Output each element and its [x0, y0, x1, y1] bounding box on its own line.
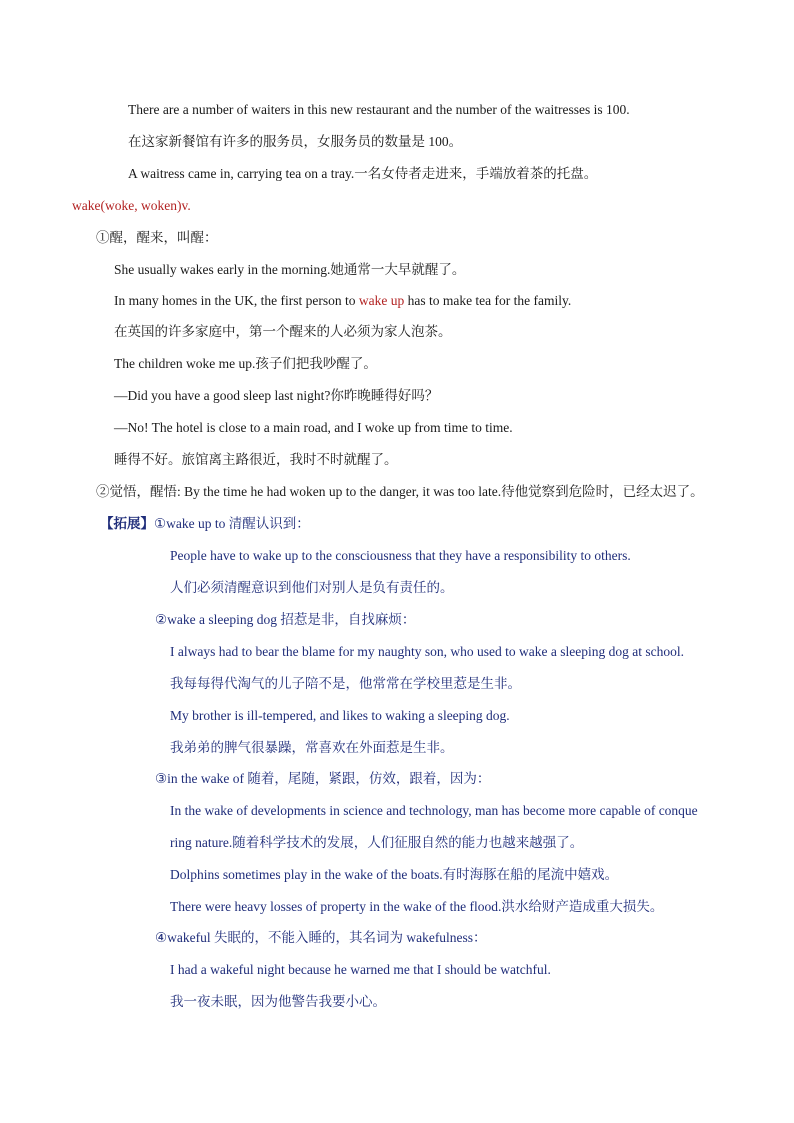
example-sentence: Dolphins sometimes play in the wake of the boats.有时海豚在船的尾流中嬉戏。: [170, 867, 619, 882]
example-sentence: The children woke me up.孩子们把我吵醒了。: [114, 356, 377, 371]
highlight-phrase: wake up: [358, 293, 405, 308]
example-sentence: I always had to bear the blame for my naughty son, who used to wake a sleeping dog at school.: [170, 644, 684, 659]
extension-item: ②wake a sleeping dog 招惹是非，自找麻烦：: [155, 612, 416, 627]
example-sentence: People have to wake up to the consciousness that they have a responsibility to others.: [170, 548, 631, 563]
example-translation: 在英国的许多家庭中，第一个醒来的人必须为家人泡茶。: [114, 324, 452, 339]
extension-bracket: 【拓展】: [100, 516, 154, 531]
example-sentence: My brother is ill-tempered, and likes to waking a sleeping dog.: [170, 708, 510, 723]
dialog-line: —No! The hotel is close to a main road, and I woke up from time to time.: [114, 420, 513, 435]
extension-item: ③in the wake of 随着，尾随，紧跟，仿效，跟着，因为：: [155, 771, 491, 786]
example-sentence: In the wake of developments in science and technology, man has become more capable of conque: [170, 803, 698, 818]
example-sentence: [114, 292, 571, 310]
example-translation: 我弟弟的脾气很暴躁，常喜欢在外面惹是生非。: [170, 740, 454, 755]
example-text: has to make tea for the family.: [404, 293, 572, 308]
sense-label: ②觉悟，醒悟: By the time he had woken up to the danger, it was too late.待他觉察到危险时，已经太迟了。: [96, 484, 704, 499]
extension-item: ①wake up to 清醒认识到：: [154, 516, 310, 531]
example-translation: 我一夜未眠，因为他警告我要小心。: [170, 994, 386, 1009]
example-sentence: There were heavy losses of property in the wake of the flood.洪水给财产造成重大损失。: [170, 899, 664, 914]
example-sentence: She usually wakes early in the morning.她通常一大早就醒了。: [114, 262, 466, 277]
sense-label: ①醒，醒来，叫醒：: [96, 230, 218, 245]
example-sentence: ring nature.随着科学技术的发展，人们征服自然的能力也越来越强了。: [170, 835, 584, 850]
entry-heading: wake(woke, woken)v.: [72, 198, 191, 213]
example-translation: 睡得不好。旅馆离主路很近，我时不时就醒了。: [114, 452, 398, 467]
example-translation: 在这家新餐馆有许多的服务员，女服务员的数量是 100。: [128, 134, 463, 149]
example-translation: 人们必须清醒意识到他们对别人是负有责任的。: [170, 580, 454, 595]
example-sentence: A waitress came in, carrying tea on a tray.一名女侍者走进来，手端放着茶的托盘。: [128, 166, 598, 181]
example-text: In many homes in the UK, the first person to: [114, 293, 359, 308]
example-translation: 我每每得代淘气的儿子陪不是，他常常在学校里惹是生非。: [170, 676, 521, 691]
example-sentence: I had a wakeful night because he warned me that I should be watchful.: [170, 962, 551, 977]
example-sentence: There are a number of waiters in this new restaurant and the number of the waitresses is 100.: [128, 102, 630, 117]
extension-item: ④wakeful 失眠的，不能入睡的，其名词为 wakefulness：: [155, 930, 487, 945]
dialog-line: —Did you have a good sleep last night?你昨晚睡得好吗？: [114, 388, 439, 403]
extension-heading: [100, 515, 310, 533]
